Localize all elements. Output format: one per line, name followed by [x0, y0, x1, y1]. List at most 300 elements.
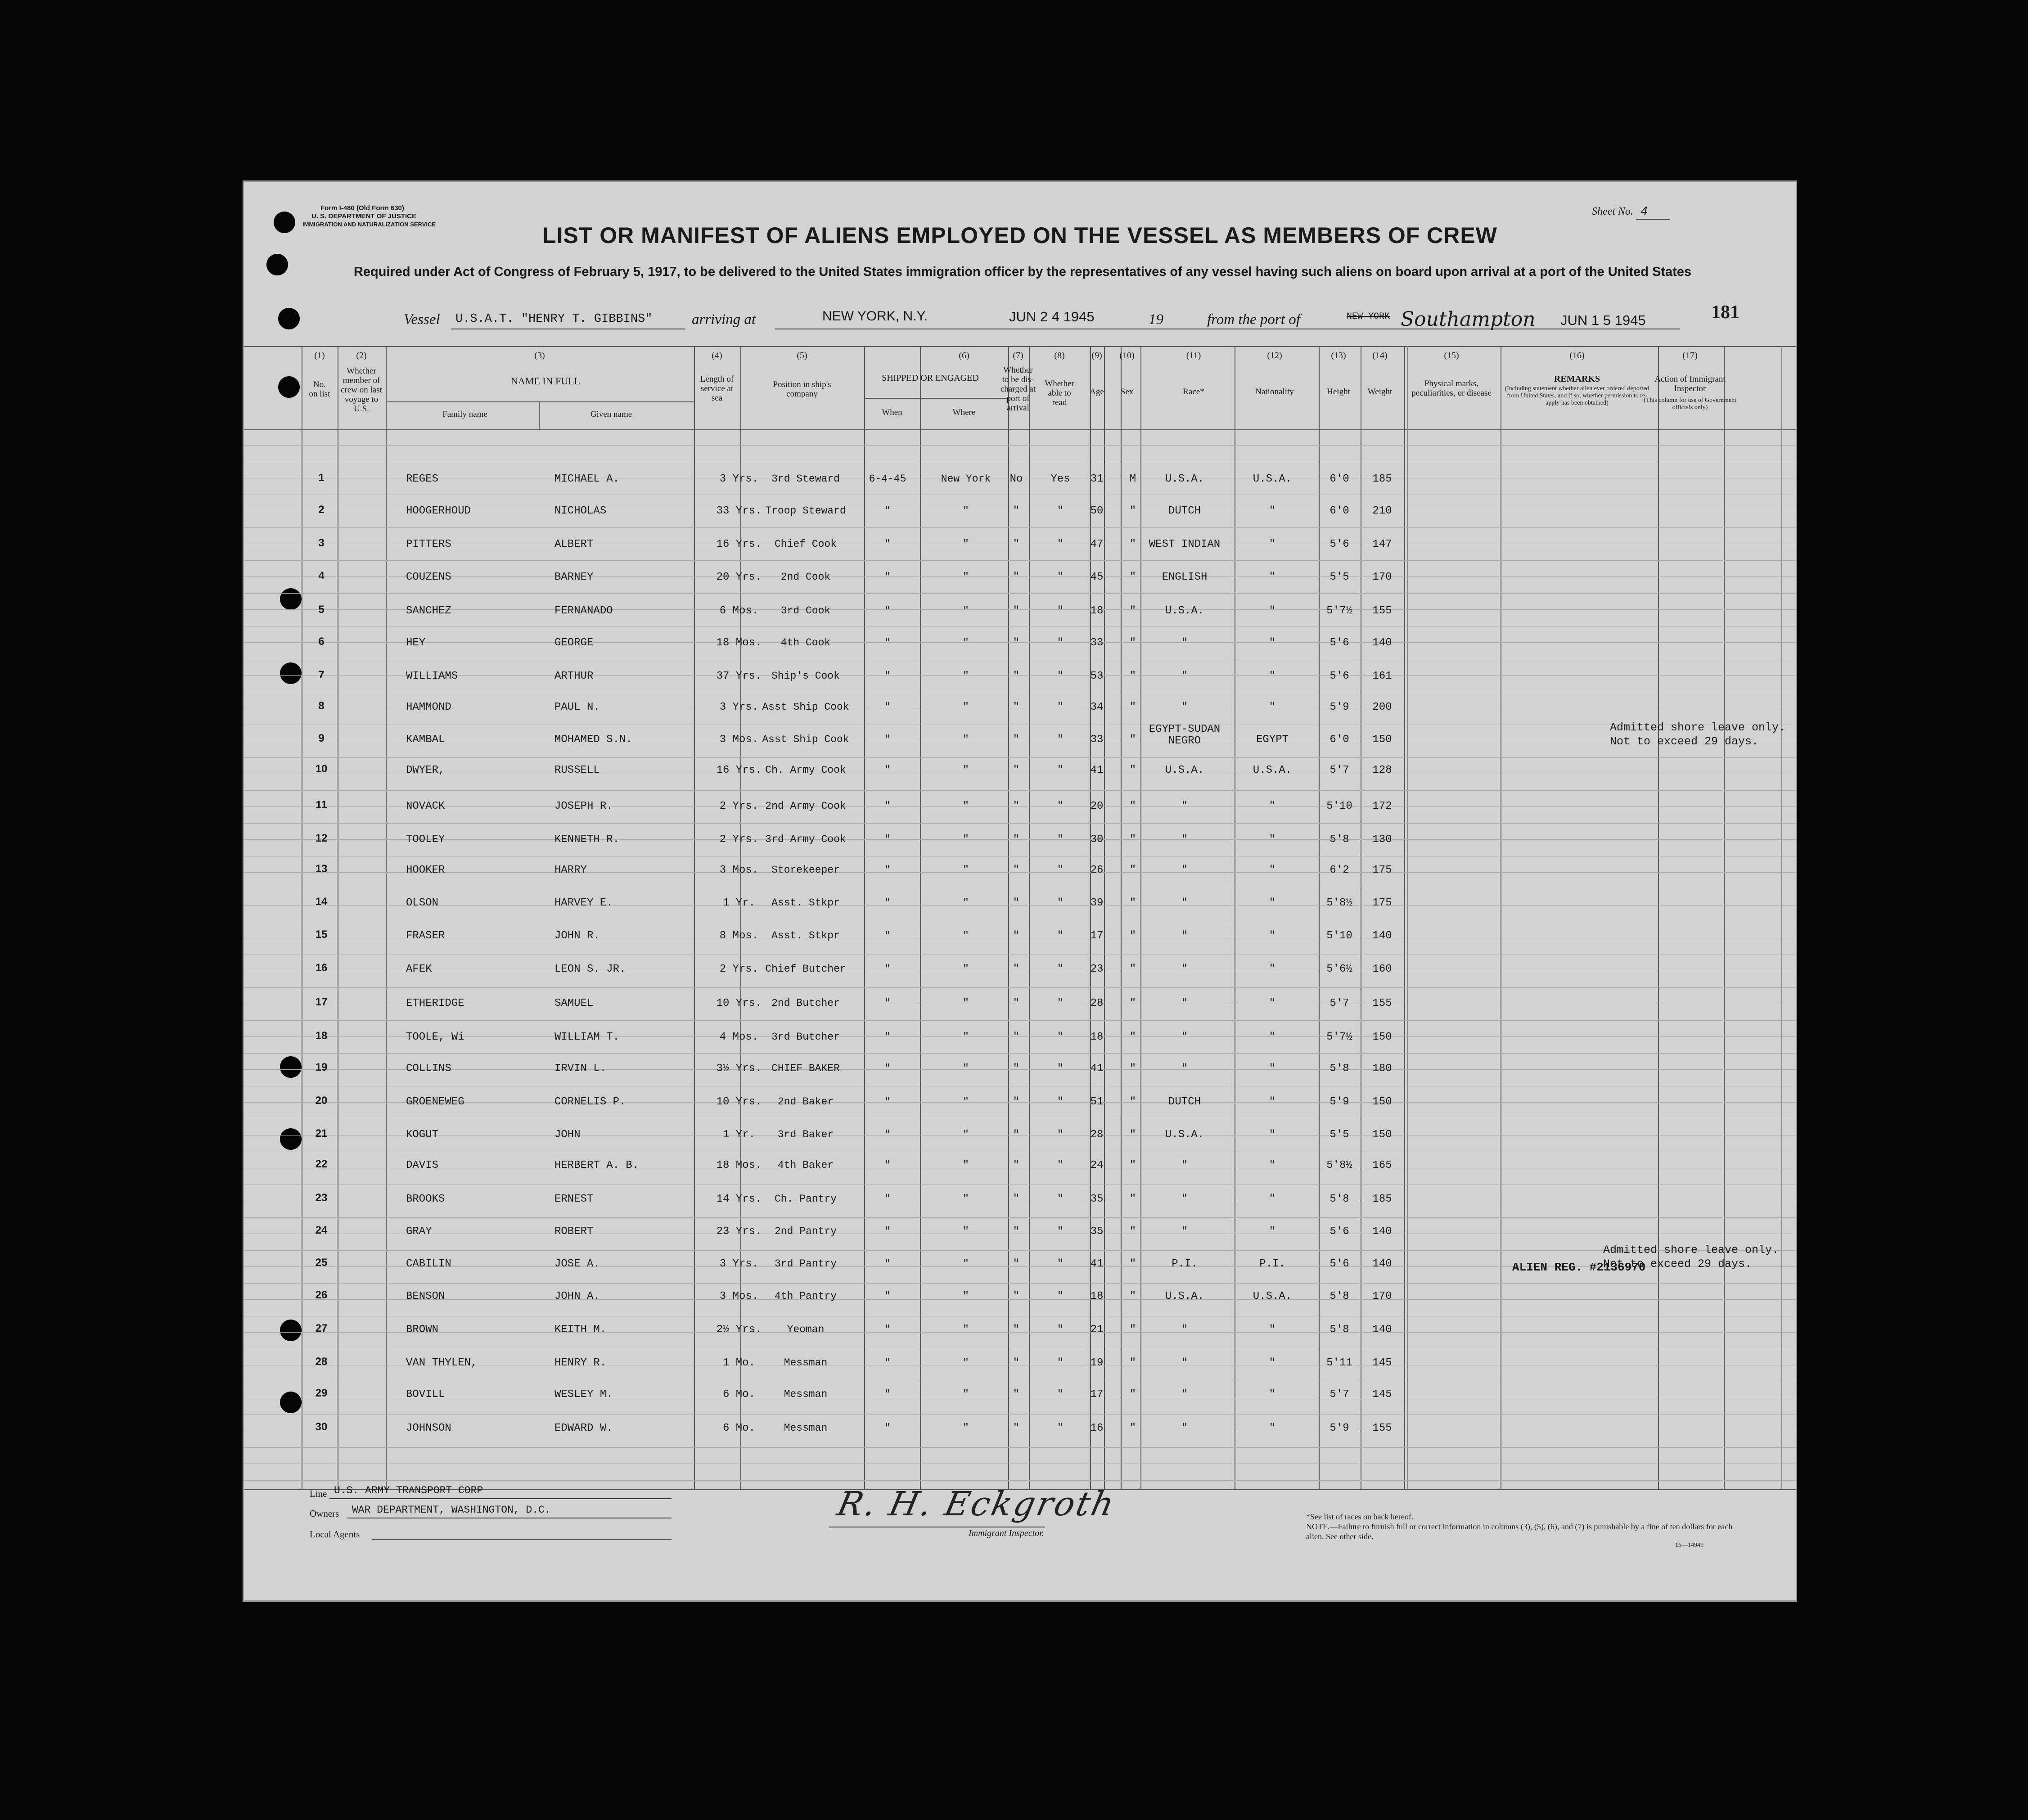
cell-weight: 180: [1372, 1063, 1392, 1075]
cell-weight: 210: [1372, 505, 1392, 517]
cell-family: DAVIS: [406, 1159, 439, 1171]
grid-subline: [386, 401, 694, 402]
col-length-service: Length of service at sea: [700, 374, 734, 403]
row-number: 6: [318, 635, 324, 648]
cell-discharged: ": [1013, 897, 1020, 909]
cell-position: 3rd Baker: [777, 1129, 834, 1140]
cell-age: 17: [1090, 1388, 1104, 1401]
cell-weight: 130: [1372, 833, 1392, 846]
cell-age: 50: [1090, 505, 1104, 517]
cell-sex: ": [1129, 1290, 1136, 1302]
cell-where: ": [963, 637, 969, 649]
cell-height: 5'5: [1329, 1129, 1349, 1141]
col-discharged: Whether to be dis-charged at port of arrival: [1000, 365, 1036, 413]
cell-position: 3rd Butcher: [771, 1031, 840, 1043]
cell-sex: ": [1129, 833, 1136, 846]
cell-race: ": [1181, 1422, 1188, 1434]
vessel-label: Vessel: [404, 311, 440, 328]
cell-age: 41: [1090, 1063, 1104, 1075]
cell-age: 35: [1090, 1225, 1104, 1238]
cell-position: 3rd Steward: [771, 473, 840, 485]
cell-discharged: ": [1013, 930, 1020, 942]
cell-service: 1 Mo.: [722, 1357, 756, 1369]
cell-height: 5'9: [1329, 1422, 1349, 1434]
cell-nationality: ": [1269, 1031, 1276, 1043]
cell-age: 18: [1090, 1290, 1104, 1302]
cell-nationality: U.S.A.: [1253, 764, 1292, 776]
cell-when: ": [884, 1193, 891, 1205]
cell-race: DUTCH: [1168, 1096, 1201, 1108]
cell-position: Ch. Pantry: [774, 1193, 837, 1205]
cell-when: ": [884, 1422, 891, 1434]
cell-weight: 175: [1372, 864, 1392, 876]
cell-sex: M: [1129, 473, 1136, 485]
ruled-line: [244, 872, 1796, 873]
cell-read: ": [1057, 1258, 1064, 1270]
cell-service: 2 Yrs.: [719, 800, 759, 812]
cell-position: 4th Cook: [780, 637, 831, 649]
cell-where: ": [963, 1290, 969, 1302]
ruled-line: [244, 823, 1796, 824]
cell-age: 18: [1090, 605, 1104, 617]
cell-where: ": [963, 1422, 969, 1434]
cell-service: 37 Yrs.: [716, 670, 762, 682]
cell-nationality: ": [1269, 897, 1276, 909]
row-number: 26: [315, 1289, 328, 1301]
cell-race: U.S.A.: [1165, 1129, 1204, 1141]
cell-read: ": [1057, 670, 1064, 682]
cell-when: ": [884, 1031, 891, 1043]
cell-family: HAMMOND: [406, 701, 451, 713]
ruled-line: [244, 1020, 1796, 1021]
cell-weight: 160: [1372, 963, 1392, 975]
struck-port: NEW YORK: [1347, 311, 1390, 322]
cell-nationality: ": [1269, 1096, 1276, 1108]
cell-given: ERNEST: [554, 1193, 594, 1205]
col-age: Age: [1090, 387, 1104, 396]
cell-position: 2nd Army Cook: [765, 800, 846, 812]
col-read: Whether able to read: [1045, 379, 1074, 407]
cell-race: U.S.A.: [1165, 764, 1204, 776]
cell-service: 3½ Yrs.: [716, 1063, 762, 1075]
cell-when: ": [884, 637, 891, 649]
cell-nationality: ": [1269, 1422, 1276, 1434]
cell-race: P.I.: [1172, 1258, 1198, 1270]
col-physical: Physical marks, peculiarities, or disease: [1411, 379, 1492, 398]
cell-weight: 140: [1372, 930, 1392, 942]
row-number: 23: [315, 1192, 328, 1204]
cell-discharged: ": [1013, 1388, 1020, 1401]
grid-vline: [1658, 346, 1659, 1489]
col-sex: Sex: [1120, 387, 1134, 396]
cell-service: 2½ Yrs.: [716, 1324, 762, 1336]
punch-hole: [280, 1056, 302, 1078]
cell-weight: 155: [1372, 605, 1392, 617]
from-port-label: from the port of: [1207, 311, 1300, 328]
cell-family: HOOKER: [406, 864, 445, 876]
row-number: 29: [315, 1387, 328, 1399]
cell-given: JOHN A.: [554, 1290, 600, 1302]
cell-race: ": [1181, 1063, 1188, 1075]
cell-where: ": [963, 1357, 969, 1369]
cell-height: 5'8: [1329, 1193, 1349, 1205]
cell-position: 2nd Butcher: [771, 997, 840, 1009]
cell-when: ": [884, 963, 891, 975]
cell-read: ": [1057, 1388, 1064, 1401]
column-number: (9): [1091, 351, 1102, 360]
cell-read: ": [1057, 1096, 1064, 1108]
cell-given: RUSSELL: [554, 764, 600, 776]
cell-given: JOSE A.: [554, 1258, 600, 1270]
cell-read: ": [1057, 997, 1064, 1009]
cell-position: 3rd Army Cook: [765, 833, 846, 845]
cell-sex: ": [1129, 1422, 1136, 1434]
cell-race: ": [1181, 963, 1188, 975]
row-number: 11: [315, 799, 327, 811]
cell-sex: ": [1129, 1258, 1136, 1270]
col-shipped: SHIPPED OR ENGAGED: [882, 373, 979, 383]
cell-discharged: ": [1013, 1357, 1020, 1369]
cell-read: ": [1057, 571, 1064, 583]
cell-age: 45: [1090, 571, 1104, 583]
cell-height: 5'10: [1326, 800, 1352, 812]
cell-height: 5'7: [1329, 1388, 1349, 1401]
cell-sex: ": [1129, 1193, 1136, 1205]
cell-family: PITTERS: [406, 538, 451, 550]
cell-given: KEITH M.: [554, 1324, 607, 1336]
cell-sex: ": [1129, 1388, 1136, 1401]
cell-service: 16 Yrs.: [716, 538, 762, 550]
department: U. S. DEPARTMENT OF JUSTICE: [311, 212, 417, 220]
ruled-line: [244, 987, 1796, 988]
cell-age: 47: [1090, 538, 1104, 550]
cell-weight: 155: [1372, 1422, 1392, 1434]
grid-vline: [1029, 346, 1030, 1489]
cell-nationality: P.I.: [1259, 1258, 1285, 1270]
cell-nationality: ": [1269, 605, 1276, 617]
row-number: 7: [318, 669, 324, 681]
cell-where: ": [963, 1063, 969, 1074]
cell-age: 28: [1090, 1129, 1104, 1141]
cell-nationality: ": [1269, 505, 1276, 517]
cell-discharged: ": [1013, 997, 1020, 1009]
punch-hole: [278, 308, 300, 329]
ruled-line: [244, 839, 1796, 840]
cell-service: 23 Yrs.: [716, 1225, 762, 1238]
owners-label: Owners: [310, 1508, 339, 1519]
cell-family: HEY: [406, 637, 426, 649]
cell-read: ": [1057, 1159, 1064, 1171]
cell-nationality: ": [1269, 800, 1276, 812]
cell-discharged: ": [1013, 1129, 1020, 1141]
cell-age: 39: [1090, 897, 1104, 909]
cell-position: Messman: [784, 1388, 828, 1400]
ruled-line: [244, 609, 1796, 610]
cell-when: ": [884, 670, 891, 682]
cell-when: ": [884, 1290, 891, 1302]
cell-age: 26: [1090, 864, 1104, 876]
cell-when: ": [884, 1063, 891, 1074]
cell-read: ": [1057, 833, 1064, 846]
cell-weight: 145: [1372, 1388, 1392, 1401]
cell-family: BOVILL: [406, 1388, 445, 1401]
cell-given: PAUL N.: [554, 701, 600, 713]
cell-read: ": [1057, 1324, 1064, 1336]
cell-discharged: ": [1013, 764, 1020, 776]
cell-family: GRAY: [406, 1225, 432, 1238]
row-number: 30: [315, 1421, 328, 1433]
cell-nationality: ": [1269, 670, 1276, 682]
cell-when: ": [884, 1225, 891, 1237]
punch-hole: [280, 588, 302, 610]
column-number: (8): [1054, 351, 1065, 360]
cell-position: CHIEF BAKER: [771, 1063, 840, 1074]
cell-age: 19: [1090, 1357, 1104, 1369]
alien-registration: ALIEN REG. #2136970: [1512, 1261, 1646, 1274]
cell-service: 6 Mos.: [719, 605, 759, 617]
col-race: Race*: [1183, 387, 1204, 396]
cell-where: ": [963, 1388, 969, 1400]
ruled-line: [244, 1069, 1796, 1070]
cell-where: ": [963, 897, 969, 909]
column-number: (13): [1331, 351, 1346, 360]
cell-discharged: ": [1013, 1063, 1020, 1075]
cell-given: ROBERT: [554, 1225, 594, 1238]
cell-height: 5'6: [1329, 1258, 1349, 1270]
row-number: 16: [315, 962, 328, 974]
row-number: 4: [318, 570, 324, 582]
cell-where: ": [963, 538, 969, 550]
cell-family: AFEK: [406, 963, 432, 975]
col-name-in-full: NAME IN FULL: [511, 375, 580, 387]
cell-height: 6'0: [1329, 473, 1349, 485]
cell-position: Asst Ship Cook: [762, 701, 849, 713]
cell-position: Messman: [784, 1357, 828, 1369]
cell-given: JOHN: [554, 1129, 581, 1141]
cell-read: Yes: [1050, 473, 1070, 485]
cell-height: 6'2: [1329, 864, 1349, 876]
ruled-line: [244, 642, 1796, 643]
cell-when: ": [884, 997, 891, 1009]
cell-read: ": [1057, 701, 1064, 713]
cell-discharged: ": [1013, 1096, 1020, 1108]
row-number: 24: [315, 1224, 328, 1236]
row-number: 10: [315, 763, 328, 775]
cell-weight: 200: [1372, 701, 1392, 713]
cell-sex: ": [1129, 1357, 1136, 1369]
cell-race: WEST INDIAN: [1149, 538, 1221, 550]
cell-weight: 170: [1372, 1290, 1392, 1302]
departure-date-stamp: JUN 1 5 1945: [1560, 312, 1646, 328]
cell-where: ": [963, 605, 969, 617]
cell-when: ": [884, 1159, 891, 1171]
year-label: 19: [1149, 311, 1163, 328]
cell-age: 21: [1090, 1324, 1104, 1336]
ruled-line: [244, 1283, 1796, 1284]
cell-family: BENSON: [406, 1290, 445, 1302]
cell-sex: ": [1129, 764, 1136, 776]
cell-given: HARRY: [554, 864, 587, 876]
cell-sex: ": [1129, 1129, 1136, 1141]
cell-sex: ": [1129, 1159, 1136, 1171]
cell-family: SANCHEZ: [406, 605, 451, 617]
col-position: Position in ship's company: [773, 380, 831, 399]
cell-position: 2nd Cook: [780, 571, 831, 583]
cell-sex: ": [1129, 637, 1136, 649]
cell-nationality: ": [1269, 833, 1276, 846]
page-number: 181: [1711, 302, 1740, 323]
cell-height: 5'5: [1329, 571, 1349, 583]
cell-read: ": [1057, 1357, 1064, 1369]
row-number: 8: [318, 700, 324, 712]
cell-position: Asst. Stkpr: [771, 930, 840, 942]
cell-family: KAMBAL: [406, 734, 445, 746]
ruled-line: [244, 1480, 1796, 1481]
cell-when: ": [884, 505, 891, 517]
line-label: Line: [310, 1488, 327, 1499]
cell-height: 5'8½: [1326, 1159, 1352, 1171]
ruled-line: [244, 1447, 1796, 1448]
cell-read: ": [1057, 800, 1064, 812]
cell-weight: 185: [1372, 1193, 1392, 1205]
cell-race: EGYPT-SUDAN NEGRO: [1149, 723, 1221, 747]
ruled-line: [244, 1036, 1796, 1037]
row-number: 22: [315, 1158, 328, 1170]
page-subtitle: Required under Act of Congress of February 5, 1917, to be delivered to the United States immigration officer by the representatives of any vessel having such aliens on board upon arrival at a port of the United States: [353, 265, 1692, 279]
cell-service: 16 Yrs.: [716, 764, 762, 776]
cell-sex: ": [1129, 701, 1136, 713]
grid-vline: [386, 346, 387, 1489]
cell-race: ": [1181, 864, 1188, 876]
cell-service: 4 Mos.: [719, 1031, 759, 1043]
cell-where: ": [963, 930, 969, 942]
cell-discharged: No: [1009, 473, 1023, 485]
cell-age: 28: [1090, 997, 1104, 1009]
cell-nationality: ": [1269, 1159, 1276, 1171]
cell-where: ": [963, 833, 969, 845]
cell-given: WESLEY M.: [554, 1388, 613, 1401]
cell-read: ": [1057, 764, 1064, 776]
cell-height: 5'6½: [1326, 963, 1352, 975]
cell-service: 20 Yrs.: [716, 571, 762, 583]
cell-discharged: ": [1013, 1422, 1020, 1434]
col-weight: Weight: [1367, 387, 1393, 396]
cell-family: TOOLEY: [406, 833, 445, 846]
grid-vline: [1724, 346, 1725, 1489]
column-number: (4): [712, 351, 722, 360]
cell-weight: 185: [1372, 473, 1392, 485]
arriving-port: NEW YORK, N.Y.: [822, 309, 928, 324]
cell-race: ": [1181, 800, 1188, 812]
cell-race: DUTCH: [1168, 505, 1201, 517]
column-number: (14): [1372, 351, 1388, 360]
cell-given: HERBERT A. B.: [554, 1159, 639, 1171]
cell-nationality: ": [1269, 997, 1276, 1009]
row-number: 18: [315, 1030, 328, 1042]
cell-family: KOGUT: [406, 1129, 439, 1141]
cell-service: 18 Mos.: [716, 637, 762, 649]
col-family-name: Family name: [442, 410, 487, 419]
cell-where: ": [963, 734, 969, 745]
cell-family: GROENEWEG: [406, 1096, 464, 1108]
cell-age: 33: [1090, 734, 1104, 746]
ruled-line: [244, 757, 1796, 758]
cell-given: KENNETH R.: [554, 833, 620, 846]
cell-race: ENGLISH: [1162, 571, 1208, 583]
cell-age: 16: [1090, 1422, 1104, 1434]
grid-vline: [740, 346, 741, 1489]
cell-height: 5'10: [1326, 930, 1352, 942]
cell-position: Chief Butcher: [765, 963, 846, 975]
cell-where: New York: [941, 473, 991, 485]
cell-nationality: ": [1269, 963, 1276, 975]
cell-weight: 172: [1372, 800, 1392, 812]
cell-race: ": [1181, 997, 1188, 1009]
cell-sex: ": [1129, 997, 1136, 1009]
ruled-line: [244, 1332, 1796, 1333]
cell-when: ": [884, 1324, 891, 1335]
cell-sex: ": [1129, 571, 1136, 583]
cell-discharged: ": [1013, 734, 1020, 746]
row-number: 25: [315, 1257, 328, 1269]
cell-when: ": [884, 734, 891, 745]
row-number: 17: [315, 996, 328, 1008]
cell-read: ": [1057, 734, 1064, 746]
row-number: 27: [315, 1322, 328, 1334]
line-value: U.S. ARMY TRANSPORT CORP: [334, 1485, 483, 1496]
cell-family: ETHERIDGE: [406, 997, 464, 1009]
cell-age: 24: [1090, 1159, 1104, 1171]
cell-read: ": [1057, 930, 1064, 942]
cell-family: VAN THYLEN,: [406, 1357, 478, 1369]
cell-given: HENRY R.: [554, 1357, 607, 1369]
row-number: 15: [315, 928, 328, 941]
col-where: Where: [952, 408, 976, 417]
cell-nationality: ": [1269, 1324, 1276, 1336]
cell-weight: 140: [1372, 1324, 1392, 1336]
arrival-date-stamp: JUN 2 4 1945: [1009, 309, 1095, 324]
cell-race: ": [1181, 670, 1188, 682]
col-height: Height: [1327, 387, 1350, 396]
cell-service: 1 Yr.: [722, 1129, 756, 1141]
grid-vline: [1090, 346, 1091, 1489]
cell-race: ": [1181, 637, 1188, 649]
cell-position: Ch. Army Cook: [765, 764, 846, 776]
column-number: (11): [1186, 351, 1201, 360]
grid-vline: [694, 346, 695, 1489]
cell-age: 51: [1090, 1096, 1104, 1108]
cell-discharged: ": [1013, 864, 1020, 876]
cell-weight: 155: [1372, 997, 1392, 1009]
cell-service: 6 Mo.: [722, 1388, 756, 1401]
cell-when: ": [884, 701, 891, 713]
cell-sex: ": [1129, 1031, 1136, 1043]
row-number: 20: [315, 1095, 328, 1107]
cell-given: HARVEY E.: [554, 897, 613, 909]
col-prev-voyage: Whether member of crew on last voyage to U.S.: [341, 366, 382, 414]
cell-nationality: ": [1269, 1193, 1276, 1205]
cell-discharged: ": [1013, 800, 1020, 812]
from-port: Southampton: [1401, 308, 1536, 331]
cell-when: ": [884, 1096, 891, 1108]
punch-hole: [280, 1392, 302, 1413]
cell-race: ": [1181, 1159, 1188, 1171]
cell-nationality: ": [1269, 864, 1276, 876]
remark-row9: Admitted shore leave only. Not to exceed 29 days.: [1610, 721, 1786, 748]
cell-height: 5'8: [1329, 1290, 1349, 1302]
cell-read: ": [1057, 505, 1064, 517]
ruled-line: [244, 790, 1796, 791]
